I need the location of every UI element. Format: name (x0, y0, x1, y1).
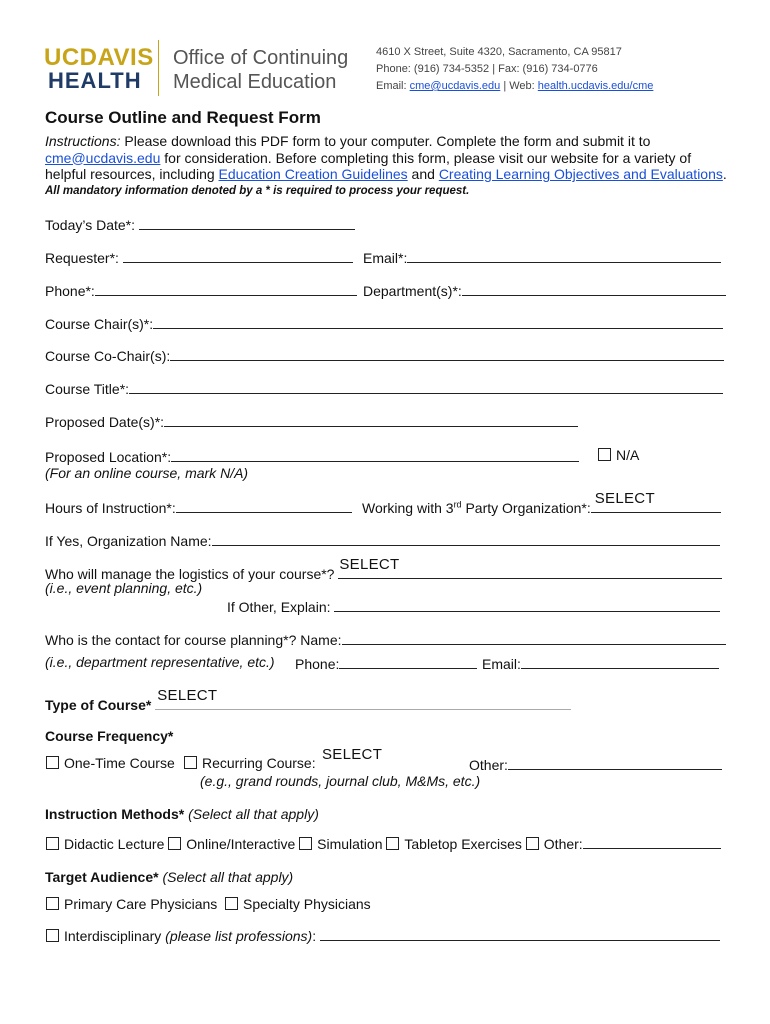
course-title-row (45, 379, 723, 397)
proposed-location-field[interactable] (171, 447, 579, 462)
proposed-location-row (45, 447, 579, 465)
contact-phone-row (295, 654, 477, 672)
course-chair-row (45, 314, 723, 332)
target-audience-row-2 (46, 926, 720, 944)
frequency-other-field[interactable] (508, 755, 722, 770)
online-note: (For an online course, mark N/A) (45, 465, 249, 481)
office-name (173, 46, 348, 94)
recurring-note: (e.g., grand rounds, journal club, M&Ms, etc.) (200, 773, 481, 789)
if-other-field[interactable] (334, 597, 720, 612)
course-frequency-label: Course Frequency* (45, 728, 174, 744)
target-audience-heading: Target Audience* (Select all that apply) (45, 869, 294, 885)
requester-row (45, 248, 353, 266)
specialty-option[interactable]: Specialty Physicians (225, 896, 371, 912)
contact-email-label: Email: (482, 656, 521, 672)
recurring-option[interactable] (184, 755, 316, 771)
email-web: Email: cme@ucdavis.edu | Web: health.ucdavis.edu/cme (376, 80, 654, 92)
hours-row (45, 498, 352, 516)
education-guidelines-link[interactable]: Education Creation Guidelines (218, 166, 408, 182)
office-line-1: Office of Continuing (173, 47, 349, 69)
learning-objectives-link[interactable]: Creating Learning Objectives and Evaluations (438, 166, 723, 182)
header-email-link[interactable]: cme@ucdavis.edu (409, 80, 501, 92)
course-cochair-row (45, 346, 724, 364)
contact-label: Who is the contact for course planning*? Name: (45, 632, 342, 648)
third-party-row: Working with 3rd Party Organization*: SELECT (362, 498, 721, 516)
one-time-option[interactable] (46, 755, 175, 771)
contact-note: (i.e., department representative, etc.) (45, 654, 275, 670)
proposed-dates-field[interactable] (164, 412, 578, 427)
mandatory-note: All mandatory information denoted by a * is required to process your request. (45, 184, 470, 197)
methods-other-field[interactable] (583, 834, 721, 849)
interdisciplinary-checkbox[interactable] (46, 929, 59, 942)
phone-field[interactable] (95, 281, 357, 296)
frequency-other-row (469, 755, 722, 773)
phone-fax: Phone: (916) 734-5352 | Fax: (916) 734-0776 (376, 63, 598, 75)
hours-label: Hours of Instruction*: (45, 500, 176, 516)
phone-row (45, 281, 357, 299)
instruction-methods-heading: Instruction Methods* (Select all that apply) (45, 806, 319, 822)
hours-field[interactable] (176, 498, 352, 513)
course-cochair-field[interactable] (170, 346, 724, 361)
na-checkbox[interactable] (598, 448, 611, 461)
contact-row (45, 630, 726, 648)
recurring-checkbox[interactable] (184, 756, 197, 769)
org-name-field[interactable] (212, 531, 720, 546)
instructions-lead: Instructions: (45, 133, 121, 149)
simulation-checkbox[interactable] (299, 837, 312, 850)
instructions: Instructions: Please download this PDF form to your computer. Complete the form and submit it to cme@ucdavis.edu for consideration. Before completing this form, please visit our website for a variety of helpful resources, including Education Creation Guidelines and Creating Learning Objectives and Evaluations. All mandatory information denoted by a * is required to process your request. (45, 133, 727, 199)
type-of-course-row (45, 687, 571, 713)
if-other-row (227, 597, 720, 615)
third-party-select[interactable]: SELECT (591, 498, 721, 513)
type-of-course-select[interactable]: SELECT (155, 695, 571, 710)
course-title-field[interactable] (129, 379, 723, 394)
proposed-location-label: Proposed Location*: (45, 449, 172, 465)
instruction-methods-options (46, 834, 721, 852)
logo-ucdavis: UCDAVIS (44, 44, 154, 71)
simulation-option[interactable]: Simulation (299, 836, 382, 852)
logistics-note: (i.e., event planning, etc.) (45, 580, 203, 596)
proposed-dates-row (45, 412, 578, 430)
contact-email-row (482, 654, 719, 672)
email-field[interactable] (407, 248, 721, 263)
logistics-select[interactable]: SELECT (338, 564, 722, 579)
contact-phone-label: Phone: (295, 656, 340, 672)
todays-date-label: Today’s Date*: (45, 217, 136, 233)
instructions-email-link[interactable]: cme@ucdavis.edu (45, 149, 161, 166)
didactic-option[interactable]: Didactic Lecture (46, 836, 164, 852)
email-row (363, 248, 721, 266)
logistics-label: Who will manage the logistics of your course*? (45, 566, 335, 582)
tabletop-checkbox[interactable] (386, 837, 399, 850)
logo-divider (158, 40, 159, 96)
recurring-label: Recurring Course: (202, 755, 316, 771)
one-time-label: One-Time Course (64, 755, 175, 771)
target-audience-row-1 (46, 896, 371, 912)
primary-care-checkbox[interactable] (46, 897, 59, 910)
org-name-row (45, 531, 720, 549)
phone-label: Phone*: (45, 283, 95, 299)
contact-block (376, 44, 653, 95)
logo-health: HEALTH (48, 68, 142, 93)
course-chair-label: Course Chair(s)*: (45, 316, 154, 332)
interdisciplinary-option[interactable]: Interdisciplinary (please list professions): (46, 928, 316, 944)
todays-date-row (45, 215, 355, 233)
department-row (363, 281, 726, 299)
address: 4610 X Street, Suite 4320, Sacramento, CA 95817 (376, 46, 622, 58)
requester-field[interactable] (123, 248, 353, 263)
office-line-2: Medical Education (173, 71, 337, 93)
frequency-other-label: Other: (469, 757, 508, 773)
course-title-label: Course Title*: (45, 381, 130, 397)
requester-label: Requester*: (45, 250, 119, 266)
online-option[interactable]: Online/Interactive (168, 836, 295, 852)
logo (44, 44, 154, 92)
location-na-option[interactable] (598, 447, 639, 463)
one-time-checkbox[interactable] (46, 756, 59, 769)
contact-email-field[interactable] (521, 654, 719, 669)
course-cochair-label: Course Co-Chair(s): (45, 348, 171, 364)
methods-other-option[interactable]: Other: (526, 836, 721, 852)
primary-care-option[interactable]: Primary Care Physicians (46, 896, 217, 912)
didactic-checkbox[interactable] (46, 837, 59, 850)
contact-name-field[interactable] (342, 630, 726, 645)
tabletop-option[interactable]: Tabletop Exercises (386, 836, 522, 852)
type-of-course-label: Type of Course* (45, 697, 152, 713)
recurring-select[interactable]: SELECT (322, 746, 383, 763)
specialty-checkbox[interactable] (225, 897, 238, 910)
contact-phone-field[interactable] (339, 654, 477, 669)
methods-other-checkbox[interactable] (526, 837, 539, 850)
header-web-link[interactable]: health.ucdavis.edu/cme (537, 80, 654, 92)
if-other-label: If Other, Explain: (227, 599, 331, 615)
course-chair-field[interactable] (153, 314, 723, 329)
na-label: N/A (616, 447, 640, 463)
todays-date-field[interactable] (139, 215, 355, 230)
org-name-label: If Yes, Organization Name: (45, 533, 212, 549)
interdisciplinary-field[interactable] (320, 926, 720, 941)
department-field[interactable] (462, 281, 726, 296)
proposed-dates-label: Proposed Date(s)*: (45, 414, 165, 430)
department-label: Department(s)*: (363, 283, 462, 299)
online-checkbox[interactable] (168, 837, 181, 850)
page-title: Course Outline and Request Form (45, 108, 321, 127)
email-label: Email*: (363, 250, 408, 266)
